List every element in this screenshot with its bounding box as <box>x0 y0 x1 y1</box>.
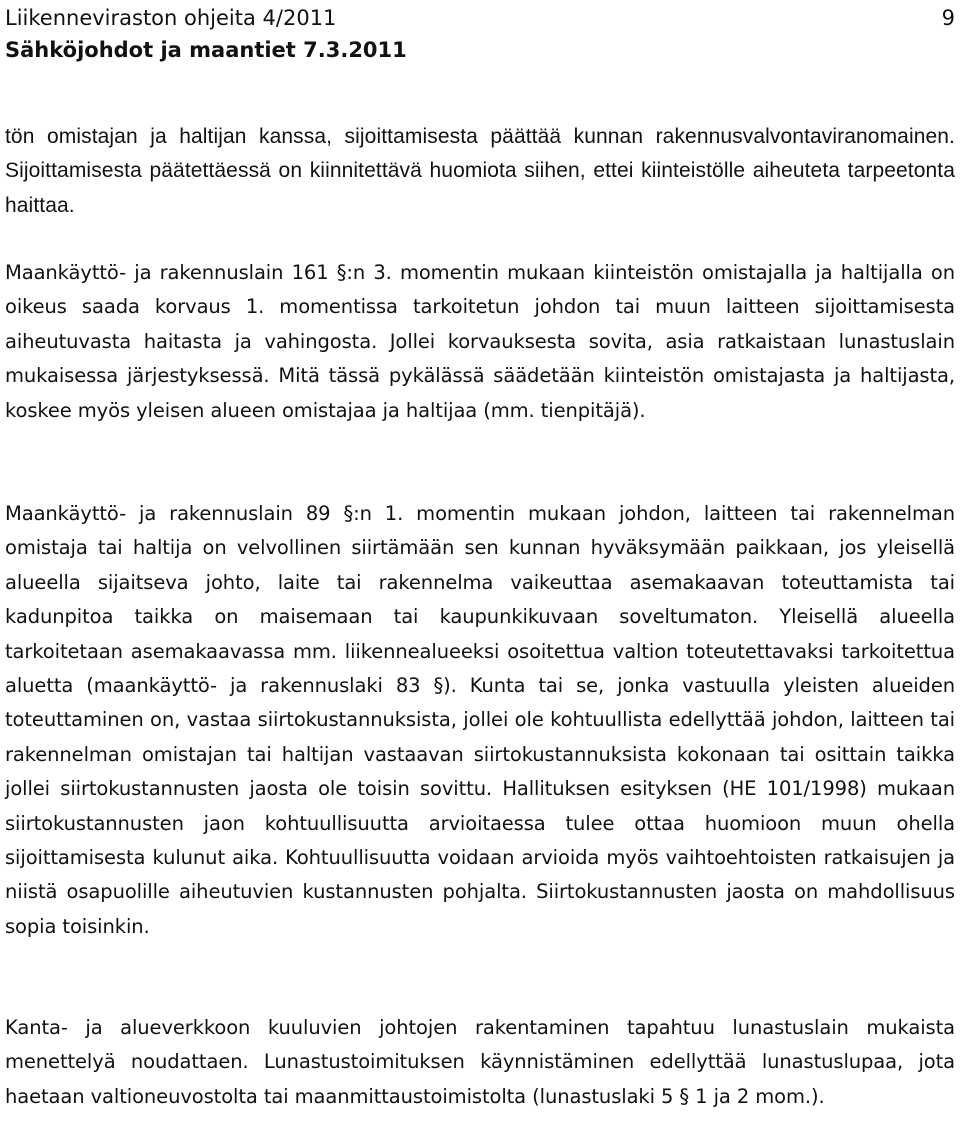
page-number: 9 <box>941 6 955 30</box>
publication-title: Liikenneviraston ohjeita 4/2011 <box>5 6 337 30</box>
page-header <box>5 2 955 66</box>
paragraph-3: Maankäyttö- ja rakennuslain 89 §:n 1. momentin mukaan johdon, laitteen tai rakennelman omistaja tai haltija on velvollinen siirtämään sen kunnan hyväksymään paikkaan, jos yleisellä alueella sijaitseva johto, laite tai rakennelma vaikeuttaa asemakaavan toteuttamista tai kadunpitoa taikka on maisemaan tai kaupunkikuvaan soveltumaton. Yleisellä alueella tarkoitetaan asemakaavassa mm. liikennealueeksi osoitettua valtion toteutettavaksi tarkoitettua aluetta (maankäyttö- ja rakennuslaki 83 §). Kunta tai se, jonka vastuulla yleisten alueiden toteuttaminen on, vastaa siirtokustannuksista, jollei ole kohtuullista edellyttää johdon, laitteen tai rakennelman omistajan tai haltijan vastaavan siirtokustannuksista kokonaan tai osittain taikka jollei siirtokustannusten jaosta ole toisin sovittu. Hallituksen esityksen (HE 101/1998) mukaan siirtokustannusten jaon kohtuullisuutta arvioitaessa tulee ottaa huomioon muun ohella sijoittamisesta kulunut aika. Kohtuullisuutta voidaan arvioida myös vaihtoehtoisten ratkaisujen ja niistä osapuolille aiheutuvien kustannusten pohjalta. Siirtokustannusten jaosta on mahdollisuus sopia toisinkin. <box>5 502 955 938</box>
paragraph-2: Maankäyttö- ja rakennuslain 161 §:n 3. momentin mukaan kiinteistön omistajalla ja haltijalla on oikeus saada korvaus 1. momentissa tarkoitetun johdon tai muun laitteen sijoittamisesta aiheutuvasta haitasta ja vahingosta. Jollei korvauksesta sovita, asia ratkaistaan lunastuslain mukaisessa järjestyksessä. Mitä tässä pykälässä säädetään kiinteistön omistajasta ja haltijasta, koskee myös yleisen alueen omistajaa ja haltijaa (mm. tienpitäjä). <box>5 261 955 422</box>
paragraph-1: tön omistajan ja haltijan kanssa, sijoittamisesta päättää kunnan rakennusvalvontaviranomainen. Sijoittamisesta päätettäessä on kiinnitettävä huomiota siihen, ettei kiinteistölle aiheuteta tarpeetonta haittaa. <box>5 125 955 217</box>
paragraph-4: Kanta- ja alueverkkoon kuuluvien johtojen rakentaminen tapahtuu lunastuslain mukaista menettelyä noudattaen. Lunastustoimituksen käynnistäminen edellyttää lunastuslupaa, jota haetaan valtioneuvostolta tai maanmittaustoimistolta (lunastuslaki 5 § 1 ja 2 mom.). <box>5 1016 955 1108</box>
publication-subtitle: Sähköjohdot ja maantiet 7.3.2011 <box>5 38 407 62</box>
